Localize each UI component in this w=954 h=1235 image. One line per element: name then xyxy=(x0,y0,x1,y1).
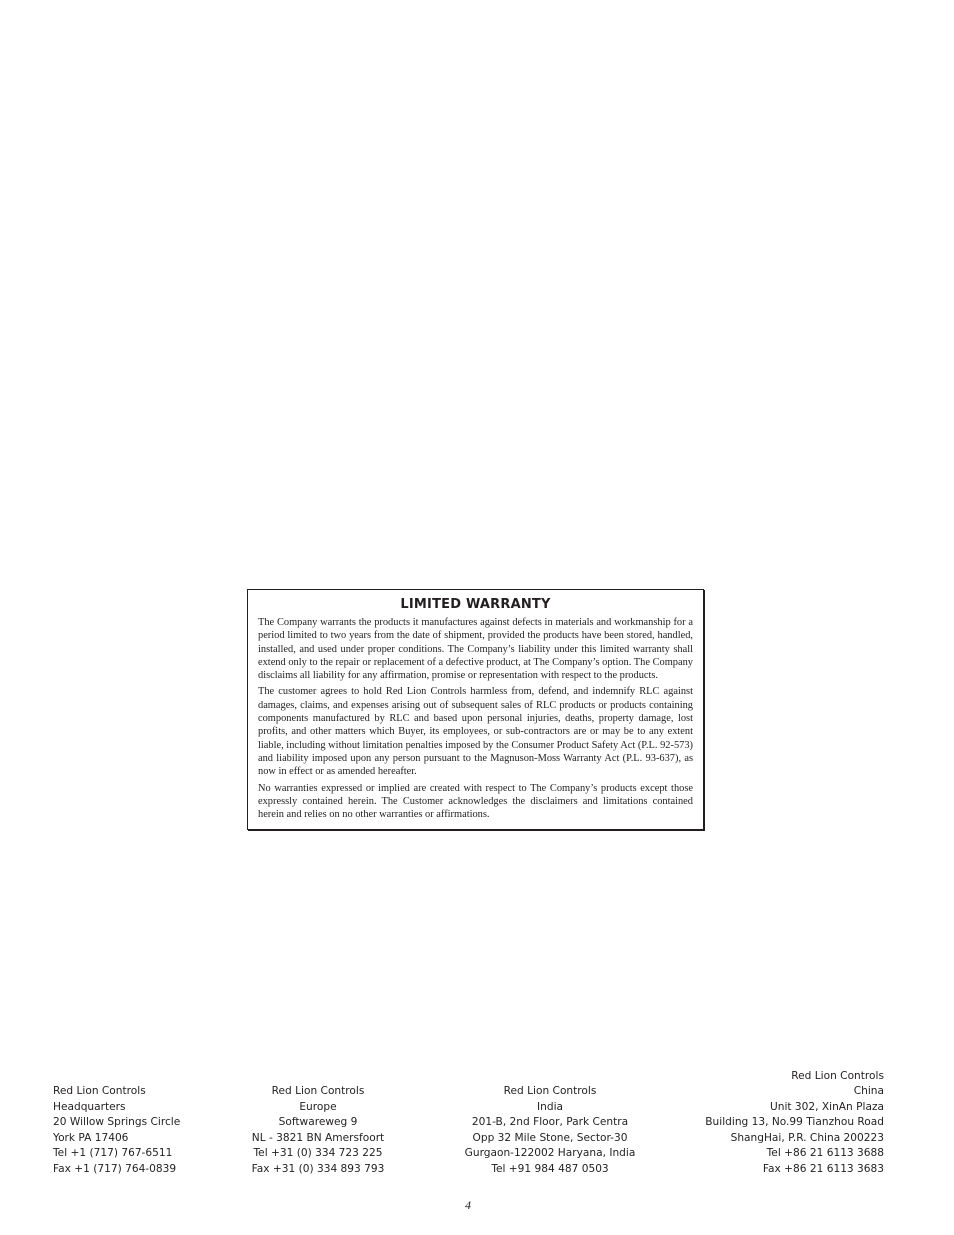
address-line: 20 Willow Springs Circle xyxy=(53,1116,181,1128)
address-line: Tel +1 (717) 767-6511 xyxy=(53,1147,173,1159)
address-line: Red Lion Controls xyxy=(791,1069,884,1082)
warranty-paragraph-1: The Company warrants the products it manufactures against defects in materials and workmanship for a period limited to two years from the date of shipment, provided the products have been stored, handled, installed, and used under proper conditions. The Company’s liability under this limited warranty shall extend only to the repair or replacement of a defective product, at The Company’s option. The Company disclaims all liability for any affirmation, promise or representation with respect to the products. xyxy=(258,617,693,682)
address-line: Unit 302, XinAn Plaza xyxy=(769,1100,884,1113)
address-line: Red Lion Controls xyxy=(271,1085,365,1097)
address-line: Tel +31 (0) 334 723 225 xyxy=(253,1147,383,1159)
limited-warranty-box xyxy=(247,589,704,830)
address-line: Headquarters xyxy=(53,1100,126,1113)
address-line: Building 13, No.99 Tianzhou Road xyxy=(705,1116,884,1128)
address-line: Fax +31 (0) 334 893 793 xyxy=(251,1162,385,1175)
address-line: York PA 17406 xyxy=(53,1131,129,1144)
office-europe-address xyxy=(248,1084,388,1177)
address-line: Tel +86 21 6113 3688 xyxy=(766,1147,884,1159)
office-india-address xyxy=(460,1084,640,1177)
office-china-address xyxy=(705,1069,884,1178)
address-line: NL - 3821 BN Amersfoort xyxy=(251,1131,385,1144)
address-line: Europe xyxy=(299,1100,337,1113)
warranty-title: LIMITED WARRANTY xyxy=(400,597,551,612)
address-line: Tel +91 984 487 0503 xyxy=(491,1162,609,1175)
address-line: 201-B, 2nd Floor, Park Centra xyxy=(471,1116,629,1128)
address-line: Fax +86 21 6113 3683 xyxy=(762,1162,884,1175)
address-line: Opp 32 Mile Stone, Sector-30 xyxy=(472,1131,628,1144)
address-line: Red Lion Controls xyxy=(503,1085,597,1097)
warranty-paragraph-3: No warranties expressed or implied are created with respect to The Company’s products except those expressly contained herein. The Customer acknowledges the disclaimers and limitations contained herein and relies on no other warranties or affirmations. xyxy=(258,782,693,821)
warranty-paragraph-2: The customer agrees to hold Red Lion Controls harmless from, defend, and indemnify RLC against damages, claims, and expenses arising out of subsequent sales of RLC products or products containing components manufactured by RLC and based upon personal injuries, deaths, property damage, lost profits, and other matters which Buyer, its employees, or sub-contractors are or may be to any extent liable, including without limitation penalties imposed by the Consumer Product Safety Act (P.L. 92-573) and liability imposed upon any person pursuant to the Magnuson-Moss Warranty Act (P.L. 93-637), as now in effect or as amended hereafter. xyxy=(258,686,693,778)
office-headquarters-address xyxy=(53,1084,180,1177)
address-line: Gurgaon-122002 Haryana, India xyxy=(464,1147,636,1159)
address-line: Red Lion Controls xyxy=(53,1085,146,1097)
address-line: China xyxy=(853,1085,884,1097)
address-line: Fax +1 (717) 764-0839 xyxy=(53,1162,177,1175)
page-number: 4 xyxy=(465,1198,471,1212)
address-line: ShangHai, P.R. China 200223 xyxy=(730,1131,884,1144)
address-line: India xyxy=(537,1100,563,1113)
address-line: Softwareweg 9 xyxy=(278,1116,358,1128)
